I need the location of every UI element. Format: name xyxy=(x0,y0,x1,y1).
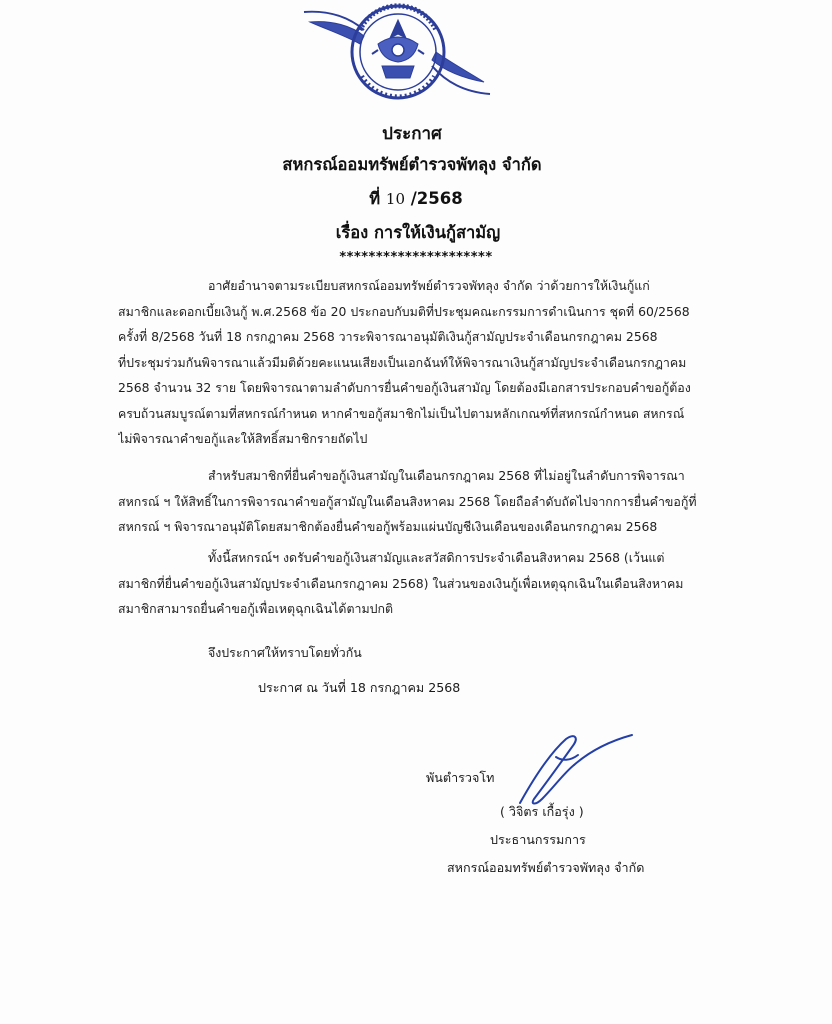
number-prefix: ที่ xyxy=(369,189,381,208)
paragraph-line: สมาชิกและดอกเบี้ยเงินกู้ พ.ศ.2568 ข้อ 20 ประกอบกับมติที่ประชุมคณะกรรมการดำเนินการ ชุดที่ 60/2568 xyxy=(118,303,690,319)
announcement-title: ประกาศ xyxy=(382,124,442,144)
paragraph-line: ครั้งที่ 8/2568 วันที่ 18 กรกฎาคม 2568 วาระพิจารณาอนุมัติเงินกู้สามัญประจำเดือนกรกฎาคม 2568 xyxy=(118,329,658,344)
paragraph-line: สำหรับสมาชิกที่ยื่นคำขอกู้เงินสามัญในเดือนกรกฎาคม 2568 ที่ไม่อยู่ในลำดับการพิจารณา xyxy=(208,468,685,483)
paragraph-line: ครบถ้วนสมบูรณ์ตามที่สหกรณ์กำหนด หากคำขอกู้สมาชิกไม่เป็นไปตามหลักเกณฑ์ที่สหกรณ์กำหนด สหกรณ์ xyxy=(118,405,685,421)
paragraph-line: ที่ประชุมร่วมกันพิจารณาแล้วมีมติด้วยคะแนนเสียงเป็นเอกฉันท์ให้พิจารณาเงินกู้สามัญประจำเดือนกรกฎาคม xyxy=(118,354,687,370)
paragraph-closing xyxy=(118,640,718,666)
announcement-number xyxy=(0,186,832,212)
paragraph-line: 2568 จำนวน 32 ราย โดยพิจารณาตามลำดับการยื่นคำขอกู้เงินสามัญ โดยต้องมีเอกสารประกอบคำขอกู้ต้อง xyxy=(118,380,691,395)
paragraph-line: ทั้งนี้สหกรณ์ฯ งดรับคำขอกู้เงินสามัญและสวัสดิการประจำเดือนสิงหาคม 2568 (เว้นแต่ xyxy=(208,550,665,565)
paragraph-line: สมาชิกที่ยื่นคำขอกู้เงินสามัญประจำเดือนกรกฎาคม 2568) ในส่วนของเงินกู้เพื่อเหตุฉุกเฉินในเดือนสิงหาคม xyxy=(118,575,684,591)
paragraph-authority xyxy=(118,273,718,452)
paragraph-line: สมาชิกสามารถยื่นคำขอกู้เพื่อเหตุฉุกเฉินได้ตามปกติ xyxy=(118,601,394,616)
paragraph-line: สหกรณ์ ฯ พิจารณาอนุมัติโดยสมาชิกต้องยื่นคำขอกู้พร้อมแผ่นบัญชีเงินเดือนของเดือนกรกฎาคม 2568 xyxy=(118,519,658,534)
signer-organization: สหกรณ์ออมทรัพย์ตำรวจพัทลุง จำกัด xyxy=(447,860,645,875)
cooperative-seal-icon xyxy=(302,0,492,106)
paragraph-suspension xyxy=(118,545,718,622)
paragraph-line: จึงประกาศให้ทราบโดยทั่วกัน xyxy=(208,645,362,660)
signer-name: ( วิจิตร เกื้อรุ่ง ) xyxy=(500,804,584,819)
signer-rank: พันตำรวจโท xyxy=(426,770,495,785)
number-suffix: /2568 xyxy=(410,189,463,208)
announcement-date: ประกาศ ณ วันที่ 18 กรกฎาคม 2568 xyxy=(258,680,461,695)
paragraph-line: อาศัยอำนาจตามระเบียบสหกรณ์ออมทรัพย์ตำรวจพัทลุง จำกัด ว่าด้วยการให้เงินกู้แก่ xyxy=(208,278,650,293)
paragraph-line: ไม่พิจารณาคำขอกู้และให้สิทธิ์สมาชิกรายถัดไป xyxy=(118,431,368,446)
organization-name: สหกรณ์ออมทรัพย์ตำรวจพัทลุง จำกัด xyxy=(282,155,542,174)
number-handwritten: 10 xyxy=(385,190,406,208)
signer-position: ประธานกรรมการ xyxy=(490,832,586,847)
announcement-subject: เรื่อง การให้เงินกู้สามัญ xyxy=(335,223,501,242)
paragraph-line: สหกรณ์ ฯ ให้สิทธิ์ในการพิจารณาคำขอกู้สามัญในเดือนสิงหาคม 2568 โดยถือลำดับถัดไปจากการยื่นคำขอกู้ที่ xyxy=(118,493,697,509)
divider-stars: ********************* xyxy=(339,250,493,265)
paragraph-pending-members xyxy=(118,463,718,540)
